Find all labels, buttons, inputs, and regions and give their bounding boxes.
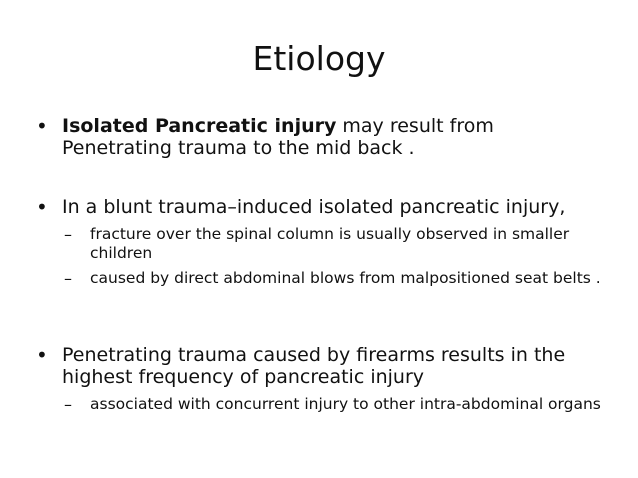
dash-icon: – <box>64 395 72 414</box>
slide-title: Etiology <box>252 39 386 78</box>
bullet-item-1 <box>36 115 606 159</box>
bullet-icon: • <box>36 195 48 219</box>
bullet-rest-text: may result from Penetrating trauma to the mid back . <box>62 115 494 159</box>
sub-text: associated with concurrent injury to other intra-abdominal organs <box>90 395 601 413</box>
dash-icon: – <box>64 225 72 244</box>
bullet-icon: • <box>36 343 48 367</box>
sub-text: caused by direct abdominal blows from malpositioned seat belts . <box>90 269 601 287</box>
sub-item-2-2 <box>64 269 612 288</box>
bullet-text: Penetrating trauma caused by firearms results in the highest frequency of pancreatic injury <box>62 344 566 388</box>
bullet-bold-text: Isolated Pancreatic injury <box>62 115 337 137</box>
bullet-text: In a blunt trauma–induced isolated pancreatic injury, <box>62 196 566 218</box>
bullet-item-3 <box>36 344 606 388</box>
sub-text: fracture over the spinal column is usually observed in smaller children <box>90 225 570 262</box>
bullet-text <box>62 115 606 159</box>
dash-icon: – <box>64 269 72 288</box>
bullet-item-2 <box>36 196 606 219</box>
bullet-icon: • <box>36 114 48 138</box>
sub-item-3-1 <box>64 395 612 414</box>
sub-item-2-1 <box>64 225 612 263</box>
